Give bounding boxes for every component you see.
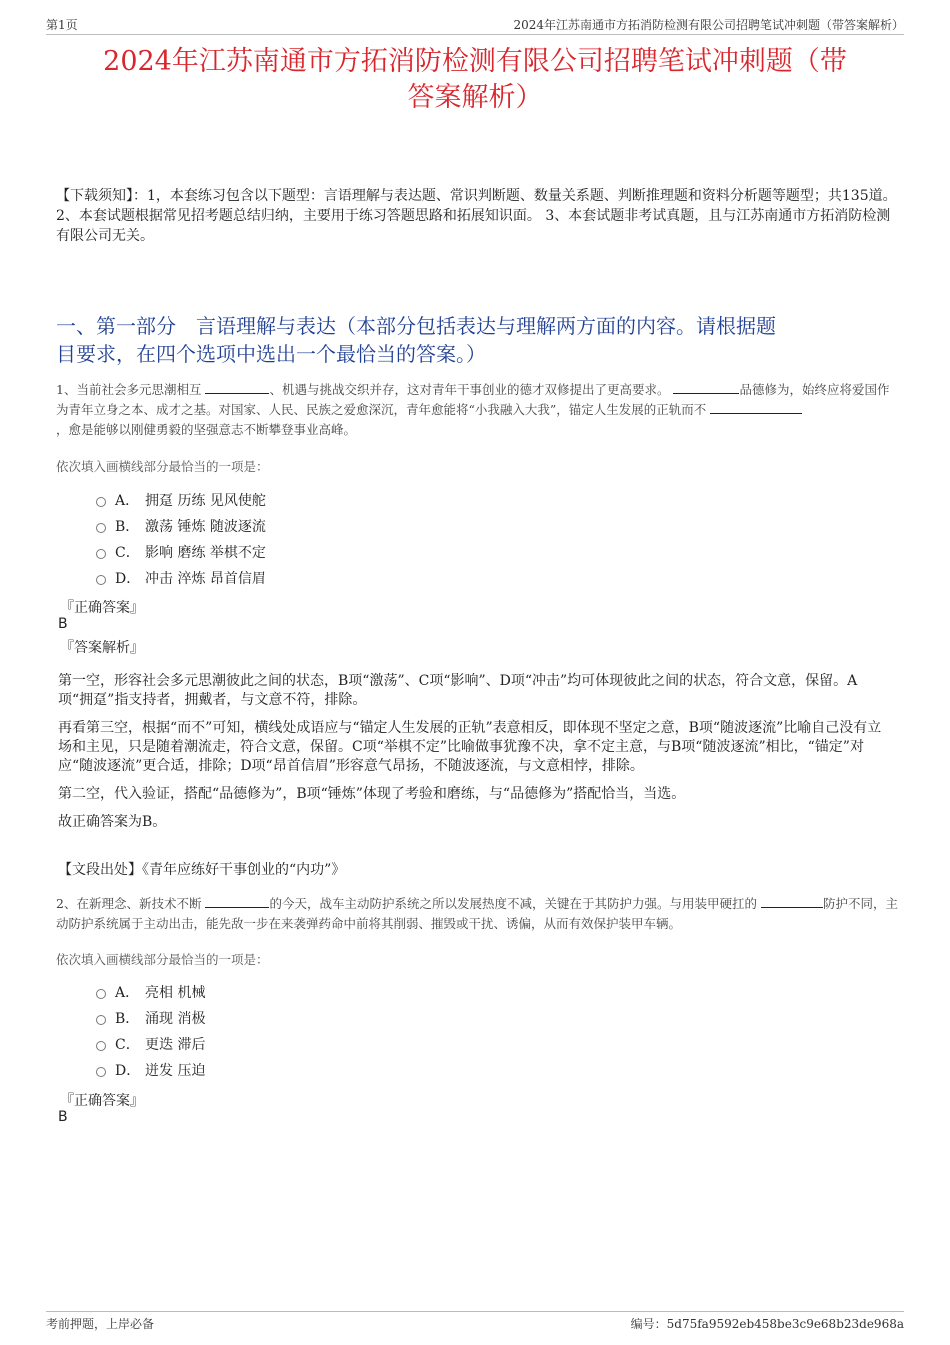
q1-option-c[interactable]: C． 影响 磨练 举棋不定	[96, 540, 266, 566]
title-line-2: 答案解析）	[407, 82, 543, 113]
section-heading-line-2: 目要求，在四个选项中选出一个最恰当的答案。）	[56, 342, 486, 366]
download-notice: 【下载须知】：1，本套练习包含以下题型：言语理解与表达题、常识判断题、数量关系题、判断推理题和资料分析题等题型；共135道。 2、本套试题根据常见招考题总结归纳，主要用于练习答题思路和拓展知识面。 3、本套试题非考试真题，且与江苏南通市方拓消防检测有限公司无关。	[56, 188, 897, 244]
page-header	[46, 14, 904, 35]
question-2-prompt: 依次填入画横线部分最恰当的一项是：	[56, 952, 269, 967]
q2-option-c[interactable]: C． 更迭 滞后	[96, 1032, 205, 1058]
q1-answer-label: 『正确答案』	[60, 600, 144, 616]
analysis-paragraph: 第一空，形容社会多元思潮彼此之间的状态，B项“激荡”、C项“影响”、D项“冲击”均可体现彼此之间的状态，符合文意，保留。A项“拥趸”指支持者，拥戴者，与文意不符，排除。	[58, 673, 858, 708]
q1-text-part1: 1、当前社会多元思潮相互	[56, 382, 202, 397]
section-heading-line-1: 一、第一部分 言语理解与表达（本部分包括表达与理解两方面的内容。请根据题	[56, 314, 776, 338]
q2-blank-2	[761, 895, 823, 908]
q1-blank-3	[710, 401, 802, 414]
radio-icon[interactable]	[96, 549, 106, 559]
page-number: 第1页	[46, 18, 78, 32]
header-doc-title: 2024年江苏南通市方拓消防检测有限公司招聘笔试冲刺题（带答案解析）	[513, 18, 904, 32]
section-heading	[56, 312, 900, 368]
q1-option-d[interactable]: D． 冲击 淬炼 昂首信眉	[96, 566, 266, 592]
radio-icon[interactable]	[96, 1067, 106, 1077]
q2-answer-label: 『正确答案』	[60, 1093, 144, 1109]
q1-answer-value: B	[58, 616, 68, 632]
q2-text-part1: 2、在新理念、新技术不断	[56, 896, 202, 911]
analysis-paragraph: 第二空，代入验证，搭配“品德修为”，B项“锤炼”体现了考验和磨练，与“品德修为”搭配恰当，当选。	[58, 786, 686, 802]
q1-blank-2	[673, 381, 739, 394]
q2-text-part2: 的今天，战车主动防护系统之所以发展热度不减，关键在于其防护力强。与用装甲硬扛的	[269, 896, 757, 911]
q2-option-a[interactable]: A． 亮相 机械	[96, 980, 205, 1006]
q2-option-d[interactable]: D． 迸发 压迫	[96, 1058, 205, 1084]
footer-doc-id: 编号：5d75fa9592eb458be3c9e68b23de968a	[630, 1317, 904, 1331]
q1-text-part2: 、机遇与挑战交织并存，这对青年干事创业的德才双修提出了更高要求。	[269, 382, 670, 397]
q2-text-part3: 防护不同，主动防护系统属于主动出击，能先敌一步在来袭弹药命中前将其削弱、摧毁或干扰、诱偏，从而有效保护装甲车辆。	[56, 896, 898, 931]
question-1-prompt: 依次填入画横线部分最恰当的一项是：	[56, 459, 269, 474]
q2-answer-value: B	[58, 1109, 68, 1125]
q1-option-a[interactable]: A． 拥趸 历练 见风使舵	[96, 488, 266, 514]
footer-slogan: 考前押题，上岸必备	[46, 1317, 155, 1331]
q1-option-b[interactable]: B． 激荡 锤炼 随波逐流	[96, 514, 266, 540]
q1-blank-1	[205, 381, 269, 394]
radio-icon[interactable]	[96, 989, 106, 999]
q1-analysis	[58, 672, 890, 841]
radio-icon[interactable]	[96, 523, 106, 533]
question-2-stem	[56, 894, 900, 934]
radio-icon[interactable]	[96, 1015, 106, 1025]
analysis-paragraph: 故正确答案为B。	[58, 814, 167, 830]
page-footer	[46, 1311, 904, 1332]
radio-icon[interactable]	[96, 1041, 106, 1051]
q2-option-b[interactable]: B． 涌现 消极	[96, 1006, 205, 1032]
question-2-options	[96, 980, 205, 1084]
title-line-1: 2024年江苏南通市方拓消防检测有限公司招聘笔试冲刺题（带	[103, 46, 847, 77]
question-1-options	[96, 488, 266, 592]
radio-icon[interactable]	[96, 575, 106, 585]
q1-source: 【文段出处】《青年应练好干事创业的“内功”》	[58, 862, 346, 878]
q2-blank-1	[205, 895, 269, 908]
question-1-stem	[56, 380, 900, 440]
q1-analysis-label: 『答案解析』	[60, 640, 144, 656]
analysis-paragraph: 再看第三空，根据“而不”可知，横线处成语应与“锚定人生发展的正轨”表意相反，即体现不坚定之意，B项“随波逐流”比喻自己没有立场和主见，只是随着潮流走，符合文意，保留。C项“举棋不定”比喻做事犹豫不决，拿不定主意，与B项“随波逐流”相比，“锚定”对应“随波逐流”更合适，排除；D项“昂首信眉”形容意气昂扬，不随波逐流，与文意相悖，排除。	[58, 720, 882, 774]
radio-icon[interactable]	[96, 497, 106, 507]
document-title	[46, 44, 904, 116]
q1-text-part3: 品德修为，始终应将爱国作为青年立身之本、成才之基。对国家、人民、民族之爱愈深沉，青年愈能将“小我融入大我”，锚定人生发展的正轨而不	[56, 382, 890, 417]
q1-text-part4: ，愈是能够以刚健勇毅的坚强意志不断攀登事业高峰。	[56, 422, 357, 437]
